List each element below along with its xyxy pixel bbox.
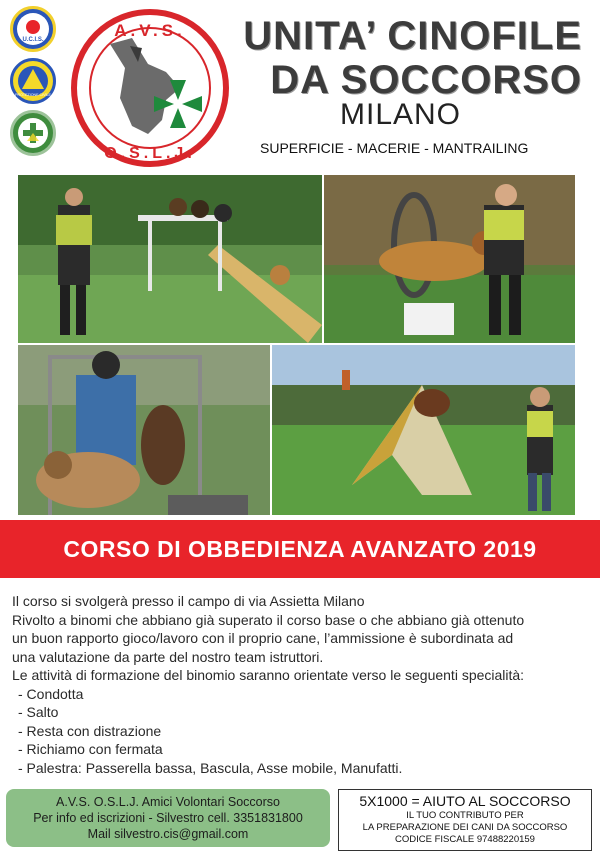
description-line-2: Rivolto a binomi che abbiano già superato il corso base o che abbiano già ottenuto: [12, 611, 525, 628]
avs-oslj-main-logo: [70, 8, 230, 168]
pc-logo-text: PROTEZIONE CIVILE: [15, 93, 51, 97]
agility-ramp-picture: [18, 175, 322, 343]
donation-line-2: IL TUO CONTRIBUTO PER: [406, 810, 524, 821]
main-logo-bottom-text: O.S.L.J.: [104, 145, 196, 162]
title-line-3: MILANO: [340, 98, 462, 131]
description-line-5: Le attività di formazione del binomio saranno orientate verso le seguenti specialità:: [12, 667, 525, 683]
list-item: - Richiamo con fermata: [18, 741, 163, 757]
specialties-list: [12, 685, 592, 778]
title-line-1: UNITA’ CINOFILE: [243, 14, 582, 58]
photo-collage: [18, 175, 575, 515]
civil-protection-emblem-icon: [15, 63, 51, 99]
specialties-subtitle: SUPERFICIE - MACERIE - MANTRAILING: [260, 140, 529, 156]
photo-hoop-jump: [324, 175, 575, 343]
hoop-jump-picture: [324, 175, 575, 343]
description-line-4: una valutazione da parte del nostro team istruttori.: [12, 648, 324, 665]
contact-email: Mail silvestro.cis@gmail.com: [87, 827, 249, 841]
contact-box: [6, 789, 330, 847]
photo-a-frame: [272, 345, 575, 515]
a-frame-picture: [272, 345, 575, 515]
cinofili-logo: [10, 110, 56, 156]
list-item: - Palestra: Passerella bassa, Bascula, Asse mobile, Manufatti.: [18, 759, 403, 776]
title-line-2: DA SOCCORSO: [270, 58, 582, 102]
course-description: [12, 592, 592, 777]
ucis-logo-text: U.C.I.S.: [22, 37, 44, 43]
main-logo-top-text: A.V.S.: [114, 21, 186, 40]
cross-emblem-icon: [15, 115, 51, 151]
course-title-banner: [0, 520, 600, 578]
description-line-1: Il corso si svolgerà presso il campo di via Assietta Milano: [12, 593, 365, 609]
ucis-logo: [10, 6, 56, 52]
photo-trainer-dogs: [18, 345, 270, 515]
list-item: - Resta con distrazione: [18, 722, 162, 739]
course-title: CORSO DI OBBEDIENZA AVANZATO 2019: [63, 535, 537, 562]
donation-tax-code: CODICE FISCALE 97488220159: [395, 834, 535, 845]
ucis-emblem-icon: [15, 11, 51, 47]
description-line-3: un buon rapporto gioco/lavoro con il proprio cane, l’ammissione è subordinata ad: [12, 630, 514, 646]
contact-phone: Per info ed iscrizioni - Silvestro cell. 3351831800: [33, 811, 303, 825]
contact-org: A.V.S. O.S.L.J. Amici Volontari Soccorso: [56, 795, 280, 809]
donation-box: [338, 789, 592, 851]
header: [0, 0, 600, 168]
protezione-civile-logo: [10, 58, 56, 104]
donation-line-3: LA PREPARAZIONE DEI CANI DA SOCCORSO: [362, 822, 568, 833]
list-item: - Salto: [18, 704, 59, 720]
list-item: - Condotta: [18, 685, 84, 702]
trainer-with-dogs-picture: [18, 345, 270, 515]
photo-agility-ramp: [18, 175, 322, 343]
donation-headline: 5X1000 = AIUTO AL SOCCORSO: [359, 793, 571, 809]
